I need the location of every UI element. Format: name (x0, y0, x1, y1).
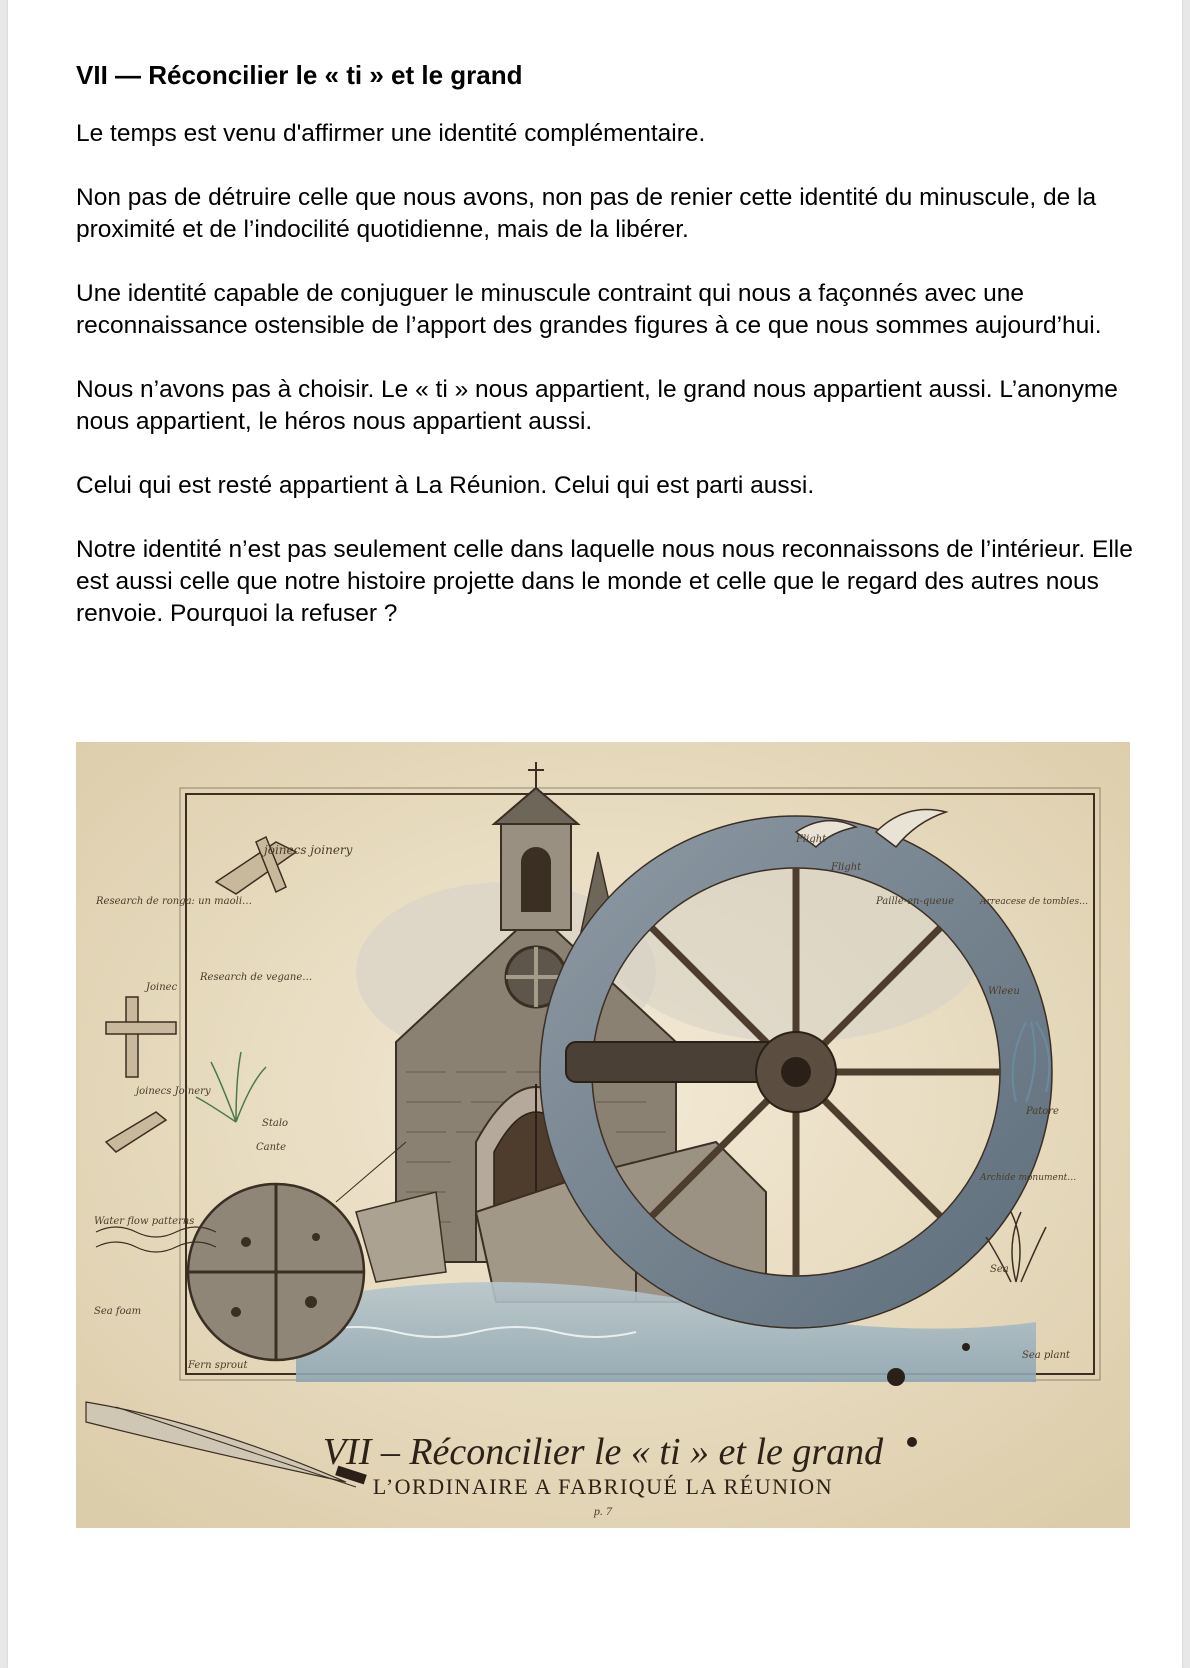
annotation-paille-en-queue: Paille-en-queue (876, 896, 954, 907)
annotation-flight-1: Flight (796, 834, 827, 845)
illustration-subtitle: L’ORDINAIRE A FABRIQUÉ LA RÉUNION (372, 1474, 834, 1499)
annotation-water-flow: Water flow patterns (94, 1216, 195, 1227)
annotation-wleeu: Wleeu (988, 986, 1020, 997)
annotation-cante: Cante (256, 1142, 286, 1153)
annotation-joinec: Joinec (146, 982, 178, 993)
annotation-stalo: Stalo (262, 1118, 289, 1129)
paragraph-1: Le temps est venu d'affirmer une identité complémentaire. (76, 120, 706, 148)
annotation-fern-sprout: Fern sprout (188, 1360, 248, 1371)
annotation-research-left: Research de ronga: un maoli… (96, 896, 253, 907)
annotation-joinery-top: joinecs joinery (264, 843, 353, 857)
illustration-artwork (76, 742, 1130, 1528)
paragraph-4: Nous n’avons pas à choisir. Le « ti » nous appartient, le grand nous appartient aussi. L’anonyme nous appartient, le héros nous appartient aussi. (76, 376, 1118, 436)
annotation-joinery-left: joinecs Joinery (136, 1086, 211, 1097)
illustration-title: VII – Réconcilier le « ti » et le grand (322, 1431, 884, 1473)
paragraph-2: Non pas de détruire celle que nous avons, non pas de renier cette identité du minuscule, de la proximité et de l’indocilité quotidienne, mais de la libérer. (76, 184, 1097, 244)
annotation-patore: Patore (1026, 1106, 1059, 1117)
annotation-sea-plant: Sea plant (1022, 1350, 1070, 1361)
annotation-arrecese: Arreacese de tombles… (980, 897, 1089, 907)
annotation-sea: Sea (990, 1264, 1009, 1275)
paragraph-6: Notre identité n’est pas seulement celle dans laquelle nous nous reconnaissons de l’intérieur. Elle est aussi celle que notre histoire projette dans le monde et celle que le regard des autres nous renvoie. Pourquoi la refuser ? (76, 536, 1133, 628)
chapel-watermill-illustration (76, 742, 1130, 1528)
document-page (8, 0, 1182, 1668)
water-wheel (540, 816, 1052, 1328)
illustration-page-label: p. 7 (594, 1504, 612, 1518)
annotation-sea-foam: Sea foam (94, 1306, 142, 1317)
paragraph-3: Une identité capable de conjuguer le minuscule contraint qui nous a façonnés avec une reconnaissance ostensible de l’apport des grandes figures à ce que nous sommes aujourd’hui. (76, 280, 1102, 340)
annotation-research-vegane: Research de vegane… (200, 972, 313, 983)
section-heading: VII — Réconcilier le « ti » et le grand (76, 60, 523, 90)
annotation-flight-2: Flight (831, 862, 862, 873)
annotation-archide: Archide monument… (980, 1173, 1077, 1183)
ink-blot (887, 1368, 905, 1386)
document-body (76, 60, 1136, 662)
paragraph-5: Celui qui est resté appartient à La Réunion. Celui qui est parti aussi. (76, 472, 815, 500)
